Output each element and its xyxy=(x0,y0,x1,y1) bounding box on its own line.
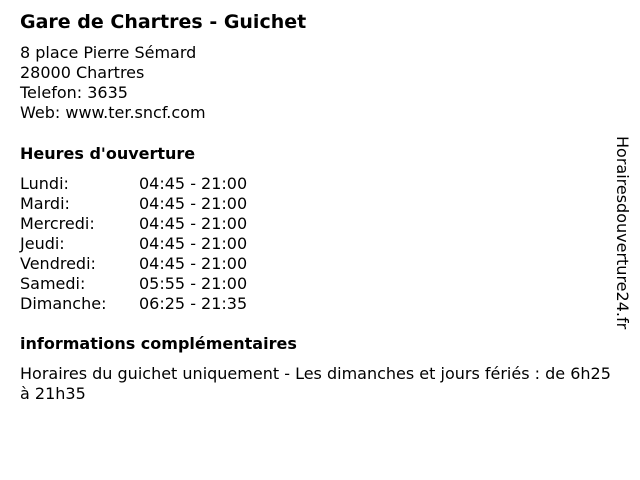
time-range: 06:25 - 21:35 xyxy=(139,294,248,313)
site-watermark: Horairesdouverture24.fr xyxy=(613,136,632,330)
time-range: 05:55 - 21:00 xyxy=(139,274,248,293)
address-web: Web: www.ter.sncf.com xyxy=(20,103,206,122)
address-phone: Telefon: 3635 xyxy=(20,83,128,102)
day-label: Jeudi: xyxy=(20,234,65,253)
day-label: Samedi: xyxy=(20,274,86,293)
time-range: 04:45 - 21:00 xyxy=(139,234,248,253)
day-label: Vendredi: xyxy=(20,254,96,273)
day-label: Dimanche: xyxy=(20,294,107,313)
page-title: Gare de Chartres - Guichet xyxy=(20,11,307,33)
additional-info-heading: informations complémentaires xyxy=(20,334,297,353)
opening-hours-heading: Heures d'ouverture xyxy=(20,144,196,163)
additional-info-text: Horaires du guichet uniquement - Les dimanches et jours fériés : de 6h25 à 21h35 xyxy=(20,364,611,403)
address-city: 28000 Chartres xyxy=(20,63,145,82)
day-label: Lundi: xyxy=(20,174,69,193)
day-label: Mercredi: xyxy=(20,214,95,233)
day-label: Mardi: xyxy=(20,194,70,213)
address-street: 8 place Pierre Sémard xyxy=(20,43,197,62)
address-block xyxy=(20,43,206,123)
time-range: 04:45 - 21:00 xyxy=(139,194,248,213)
time-range: 04:45 - 21:00 xyxy=(139,174,248,193)
time-range: 04:45 - 21:00 xyxy=(139,214,248,233)
time-range: 04:45 - 21:00 xyxy=(139,254,248,273)
